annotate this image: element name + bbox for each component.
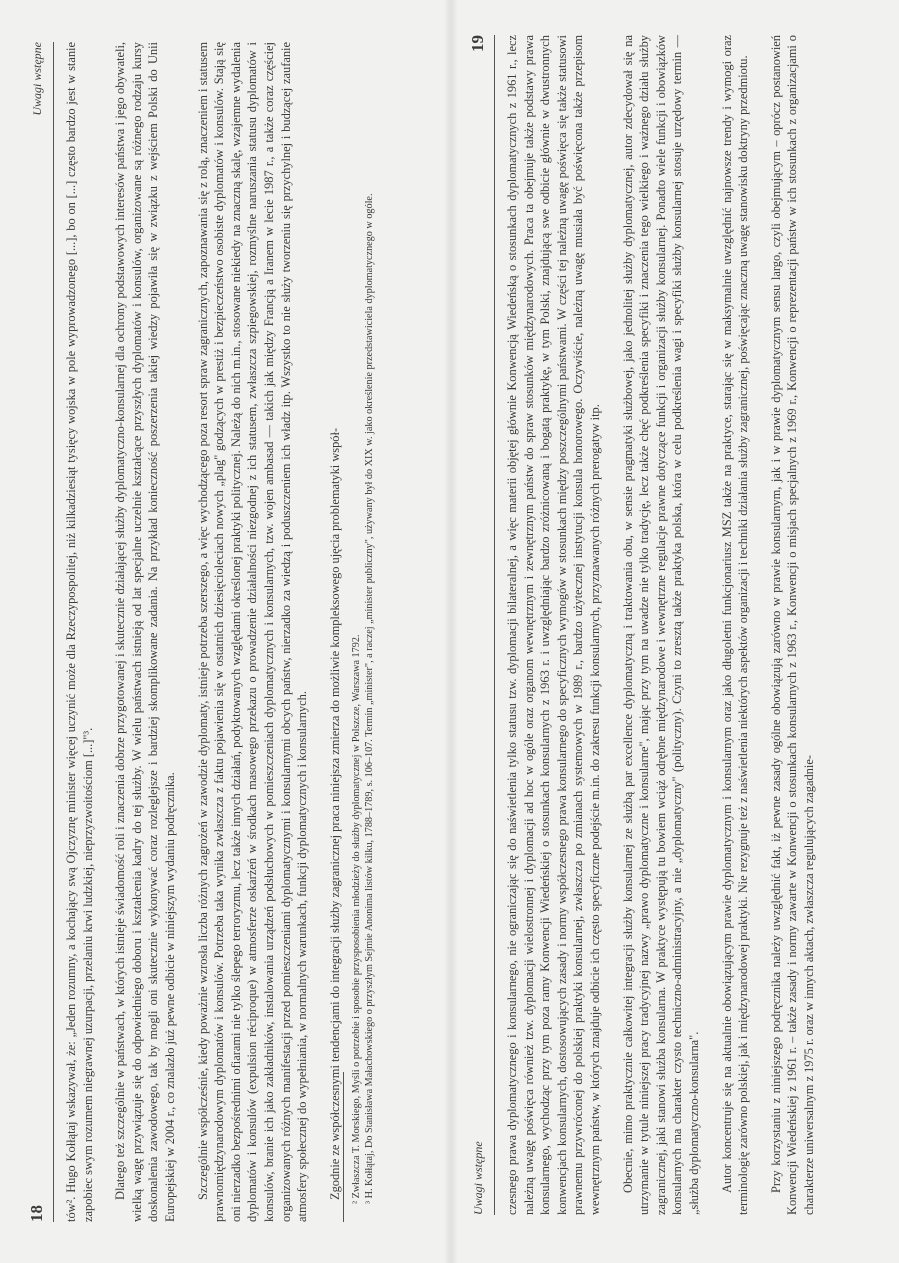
- left-paragraph-4: Zgodnie ze współczesnymi tendencjami do integracji służby zagranicznej praca niniejsza zmierza do możliwie kompleksowego ujęcia problematyki współ-: [327, 427, 342, 1200]
- footnote-2: ² Zwłaszcza T. Morskiego, Myśli o potrzebie i sposobie przysposobienia młodzieży do służby dyplomatycznej w Polszcze, Warszawa 1792.: [351, 634, 362, 1204]
- left-paragraph-3: Szczególnie współcześnie, kiedy poważnie wzrosła liczba różnych zagrożeń w zawodzie dyplomaty, istnieje potrzeba szerszego, a więc wychodzącego poza resort spraw zagranicznych, zapoznawania się z rolą, znaczeniem i statusem prawnomiędzynarodowym dyplomatów i konsulów. Potrzeba taka wynika zwłaszcza z faktu pojawienia się w ostatnich dziesięcioleciach nowych „plag" godzących w prestiż i bezpieczeństwo osobiste dyplomatów i konsulów. Stają się oni nierzadko bezpośrednimi ofiarami nie tylko ślepego terroryzmu, lecz także innych działań, podyktowanych względami określonej praktyki politycznej. Należą do nich m.in., stosowane niekiedy na znaczną skalę, wzajemne wydalenia dyplomatów i konsulów (expulsion réciproque) w atmosferze oskarżeń w środkach masowego przekazu o prowadzenie działalności niezgodnej z ich statusem, zwłaszcza szpiegowskiej, rozmyślne naruszania statusu dyplomatów i konsulów, branie ich jako zakładników, instalowania urządzeń podsłuchowych w pomieszczeniach dyplomatycznych i konsularnych, tzw. wojen ambasad — takich jak między Francją a Iranem w lecie 1987 r., a także coraz częściej organizowanych różnych manifestacji przed pomieszczeniami dyplomatycznymi i konsularnymi obcych państw, nierzadko za wiedzą i poduszczeniem ich władz itp. Wszystko to nie służy tworzeniu się przychylnej i budzącej zaufanie atmosfery społecznej do wypełniania, w normalnych warunkach, funkcji dyplomatycznych i konsularnych.: [195, 42, 310, 1222]
- left-header-rule: [53, 42, 54, 1222]
- left-page-number: 18: [27, 1205, 46, 1222]
- left-body-text: [63, 42, 343, 1222]
- left-paragraph-2: Dlatego też szczególnie w państwach, w których istnieje świadomość roli i znaczenia dobrze przygotowanej i skutecznie działającej służby dyplomatyczno-konsularnej dla ochrony podstawowych interesów państwa i jego obywateli, wielką wagę przywiązuje się do odpowiedniego doboru i kształcenia kadry do tej służby. W wielu państwach istnieją od lat specjalne uczelnie kształcące przyszłych dyplomatów i konsulów, organizowane są różnego rodzaju kursy doskonalenia zawodowego, tak by mogli oni skutecznie wykonywać coraz rozleglejsze i bardziej skomplikowane zadania. Na przykład konieczność poszerzenia takiej wiedzy pojawiła się w związku z wejściem Polski do Unii Europejskiej w 2004 r., co znalazło już pewne odbicie w niniejszym wydaniu podręcznika.: [113, 42, 177, 1222]
- footnote-rule: [343, 1072, 344, 1222]
- right-body-text: [504, 35, 866, 1215]
- right-header-rule: [494, 35, 495, 1215]
- right-paragraph-1: czesnego prawa dyplomatycznego i konsularnego, nie ograniczając się do naświetlenia tylko statusu tzw. dyplomacji bilateralnej, a więc materii objętej głównie Konwencją Wiedeńską o stosunkach dyplomatycznych z 1961 r., lecz należną uwagę poświęca również tzw. dyplomacji wielostronnej i dyplomacji ad hoc w ogóle oraz organom wewnętrznym i zewnętrznym państw do spraw stosunków międzynarodowych. Praca ta obejmuje także podstawy prawa konsularnego, wychodząc przy tym poza ramy Konwencji Wiedeńskiej o stosunkach konsularnych z 1963 r. i uwzględniając bardzo zróżnicowaną i bogatą praktykę, w tym Polski, znajdującą swe odbicie głównie w dwustronnych konwencjach konsularnych, dostosowujących zasady i normy współczesnego prawa konsularnego do specyficznych wymogów w stosunkach między poszczególnymi państwami. W części tej należną uwagę poświęca się także statusowi prawnemu przywróconej do polskiej praktyki konsularnej, zwłaszcza po zmianach systemowych w 1989 r., bardzo użytecznej instytucji konsula honorowego. Oczywiście, należną uwagę musiała być poświęcona także przepisom wewnętrznym państw, w których znajduje odbicie ich często specyficzne podejście m.in. do zakresu funkcji konsularnych, przyznawanych różnych prerogatyw itp.: [505, 35, 602, 1215]
- left-footnotes: [343, 42, 377, 1222]
- right-paragraph-4: Przy korzystaniu z niniejszego podręcznika należy uwzględnić fakt, iż pewne zasady ogólne obowiązują zarówno w prawie konsularnym, jak i w prawie dyplomatycznym sensu largo, czyli obejmującym – oprócz postanowień Konwencji Wiedeńskiej z 1961 r. – także zasady i normy zawarte w Konwencji o stosunkach konsularnych z 1963 r., Konwencji o misjach specjalnych z 1969 r., Konwencji o reprezentacji państw w ich stosunkach z organizacjami o charakterze uniwersalnym z 1975 r. oraz w innych aktach, zwłaszcza regulujących zagadnie-: [768, 35, 816, 1215]
- right-page: [466, 35, 866, 1215]
- footnote-3: ³ H. Kołłątaj, Do Stanisława Małachowskiego o przyszłym Sejmie Anonima listów kilku, 1788–1789, s. 106–107. Termin „minister", a raczej „minister publiczny", używany był do XIX w. jako określenie przedstawiciela dyplomatycznego w ogóle.: [364, 193, 376, 1204]
- right-paragraph-3: Autor koncentruje się na aktualnie obowiązującym prawie dyplomatycznym i konsularnym oraz jako długoletni funkcjonariusz MSZ także na praktyce, starając się w maksymalnie uwzględnić najnowsze trendy i wymogi oraz terminologię zarówno polskiej, jak i międzynarodowej praktyki. Nie rezygnuje też z naświetlenia niektórych aspektów organizacji i techniki działania służby zagranicznej, poświęcając znaczną uwagę stanowisku doktryny przedmiotu.: [719, 35, 751, 1215]
- left-running-head: [25, 42, 55, 1222]
- right-running-head: [466, 35, 496, 1215]
- right-page-number: 19: [468, 35, 487, 52]
- left-running-title: Uwagi wstępne: [30, 42, 44, 116]
- left-paragraph-1: tów². Hugo Kołłątaj wskazywał, że: „Jeden rozumny, a kochający swą Ojczyznę minister więcej uczynić może dla Rzeczypospolitej, niż kilkadziesiąt tysięcy wojska w pole wyprowadzonego [...], bo on [...] często bardzo jest w stanie zapobiec swym rozumem niegrawnej uzurpacji, przelaniu krwi ludzkiej, nieprzyzwoitościom [...]"³.: [64, 42, 95, 1222]
- left-page: [25, 42, 425, 1222]
- book-spine-shadow: [444, 0, 458, 1263]
- right-running-title: Uwagi wstępne: [471, 1141, 485, 1215]
- right-paragraph-2: Obecnie, mimo praktycznie całkowitej integracji służby konsularnej ze służbą par excellence dyplomatyczną i traktowania obu, w sensie pragmatyki służbowej, jako jednolitej służby dyplomatycznej, autor zdecydował się na utrzymanie w tytule niniejszej pracy tradycyjnej nazwy „prawo dyplomatyczne i konsularne", mając przy tym na uwadze nie tylko tradycję, lecz także chęć podkreślenia specyfiki i znaczenia tego wielkiego i ważnego działu służby zagranicznej, jaki stanowi służba konsularna. W praktyce występują tu bowiem wciąż odrębne międzynarodowe i wewnętrzne regulacje prawne dotyczące funkcji i organizacji służby konsularnej. Ponadto wiele funkcji i obowiązków konsularnych ma charakter czysto techniczno-administracyjny, a nie „dyplomatyczny" (polityczny). Czyni to zresztą także praktyka polska, która w celu podkreślenia wagi i specyfiki służby konsularnej stosuje urzędowy termin — „służba dyplomatyczno-konsularna".: [620, 35, 701, 1215]
